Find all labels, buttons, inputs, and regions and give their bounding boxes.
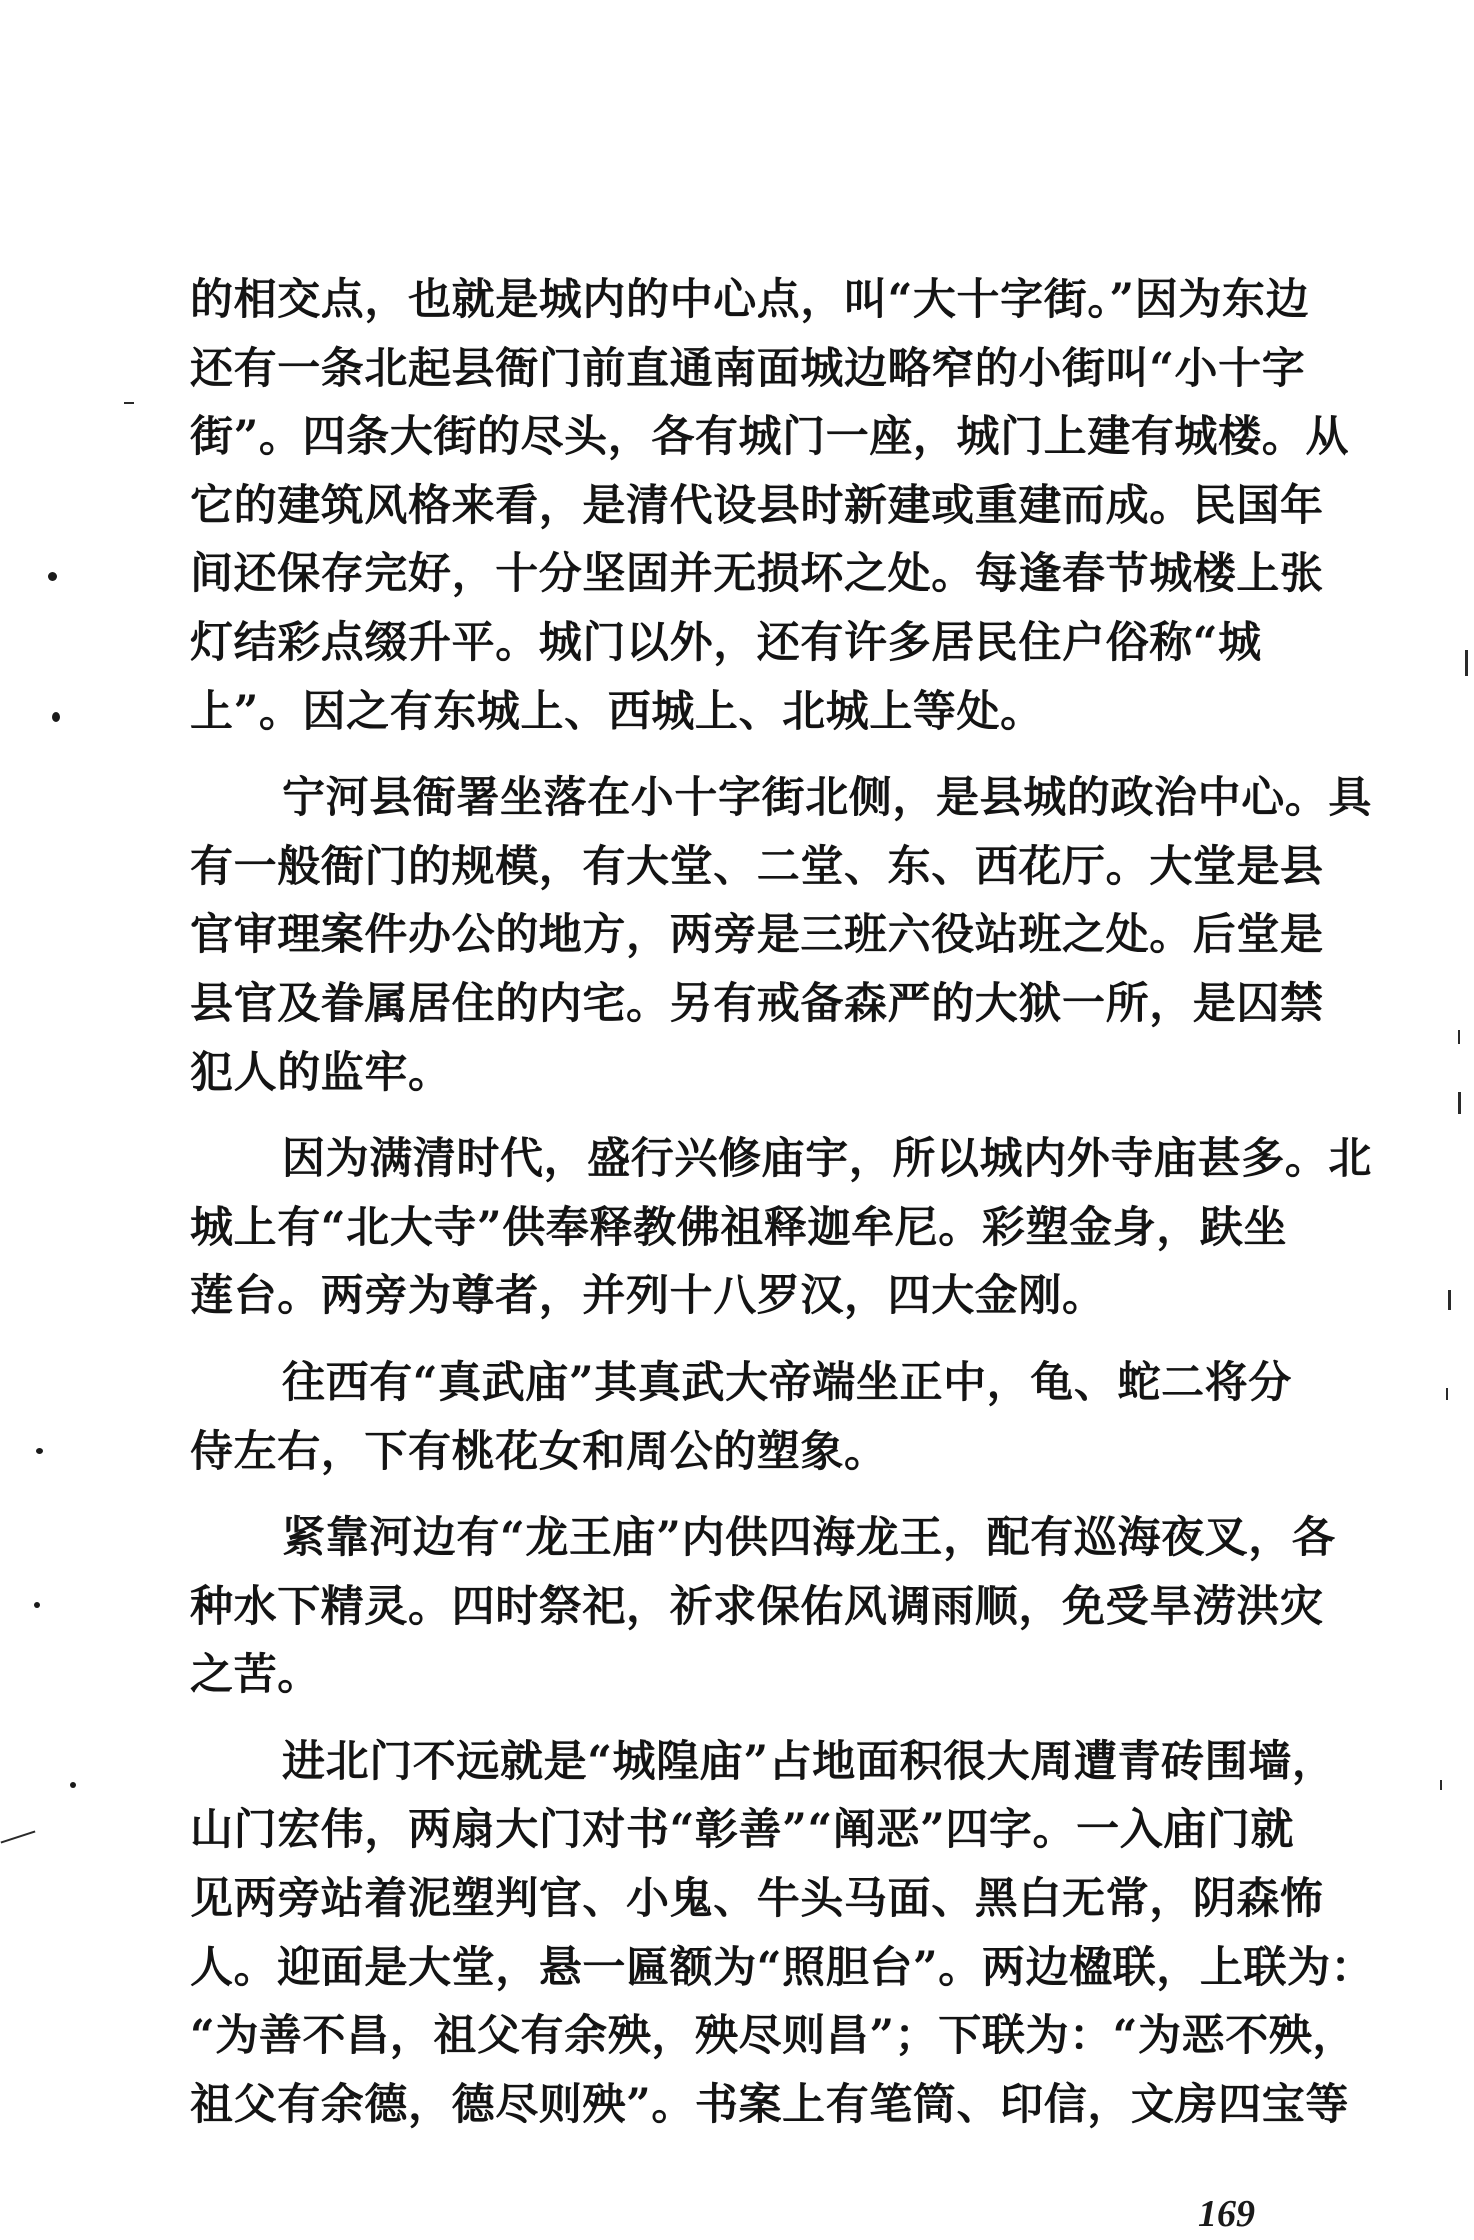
paragraph-start-line: 因为满清时代，盛行兴修庙宇，所以城内外寺庙甚多。北	[282, 1134, 1372, 1185]
scan-speck	[48, 572, 57, 581]
text-line: 上”。因之有东城上、西城上、北城上等处。	[190, 686, 1044, 737]
text-line: 种水下精灵。四时祭祀，祈求保佑风调雨顺，免受旱涝洪灾	[190, 1581, 1324, 1632]
scan-edge-mark	[1465, 650, 1468, 676]
scan-speck	[52, 712, 60, 722]
text-line: 犯人的监牢。	[190, 1047, 452, 1098]
scan-edge-mark	[1440, 1780, 1442, 1790]
text-line: 有一般衙门的规模，有大堂、二堂、东、西花厅。大堂是县	[190, 841, 1324, 892]
text-line: 侍左右，下有桃花女和周公的塑象。	[190, 1426, 888, 1477]
scan-edge-mark	[124, 402, 134, 404]
text-line: 官审理案件办公的地方，两旁是三班六役站班之处。后堂是	[190, 910, 1324, 961]
text-line: 街”。四条大街的尽头，各有城门一座，城门上建有城楼。从	[190, 412, 1349, 463]
text-line: 见两旁站着泥塑判官、小鬼、牛头马面、黑白无常，阴森怖	[190, 1874, 1324, 1925]
text-line: 它的建筑风格来看，是清代设县时新建或重建而成。民国年	[190, 480, 1324, 531]
scan-edge-mark	[1446, 1388, 1448, 1400]
text-line: 还有一条北起县衙门前直通南面城边略窄的小街叫“小十字	[190, 343, 1306, 394]
scan-edge-mark	[1448, 1290, 1451, 1310]
body-text	[190, 266, 1375, 2139]
text-line: 的相交点，也就是城内的中心点，叫“大十字街。”因为东边	[190, 275, 1310, 325]
paragraph-start-line: 紧靠河边有“龙王庙”内供四海龙王，配有巡海夜叉，各	[282, 1513, 1336, 1564]
paragraph-start-line: 进北门不远就是“城隍庙”占地面积很大周遭青砖围墙，	[282, 1736, 1336, 1787]
text-line: 之苦。	[190, 1650, 321, 1701]
scan-speck	[70, 1782, 76, 1788]
page-number: 169	[1198, 2193, 1255, 2235]
text-line: 城上有“北大寺”供奉释教佛祖释迦牟尼。彩塑金身，趺坐	[190, 1202, 1288, 1253]
paragraph-start-line: 宁河县衙署坐落在小十字街北侧，是县城的政治中心。具	[282, 773, 1372, 824]
scan-speck	[36, 1448, 43, 1454]
text-line: 间还保存完好，十分坚固并无损坏之处。每逢春节城楼上张	[190, 549, 1324, 600]
text-line: “为善不昌，祖父有余殃，殃尽则昌”；下联为：“为恶不殃，	[190, 2011, 1356, 2062]
text-line: 山门宏伟，两扇大门对书“彰善”“阐恶”四字。一入庙门就	[190, 1805, 1295, 1856]
text-line: 莲台。两旁为尊者，并列十八罗汉，四大金刚。	[190, 1271, 1106, 1322]
text-line: 县官及眷属居住的内宅。另有戒备森严的大狱一所，是囚禁	[190, 978, 1324, 1029]
scan-edge-mark	[1458, 1092, 1461, 1114]
text-line: 人。迎面是大堂，悬一匾额为“照胆台”。两边楹联，上联为：	[190, 1942, 1375, 1993]
text-line: 祖父有余德，德尽则殃”。书案上有笔筒、印信，文房四宝等	[190, 2079, 1349, 2130]
scan-edge-mark	[1458, 1030, 1460, 1044]
text-line: 灯结彩点缀升平。城门以外，还有许多居民住户俗称“城	[190, 617, 1262, 668]
scan-speck	[34, 1602, 40, 1608]
paragraph-start-line: 往西有“真武庙”其真武大帝端坐正中，龟、蛇二将分	[282, 1357, 1292, 1408]
scan-edge-mark	[1, 1830, 36, 1843]
